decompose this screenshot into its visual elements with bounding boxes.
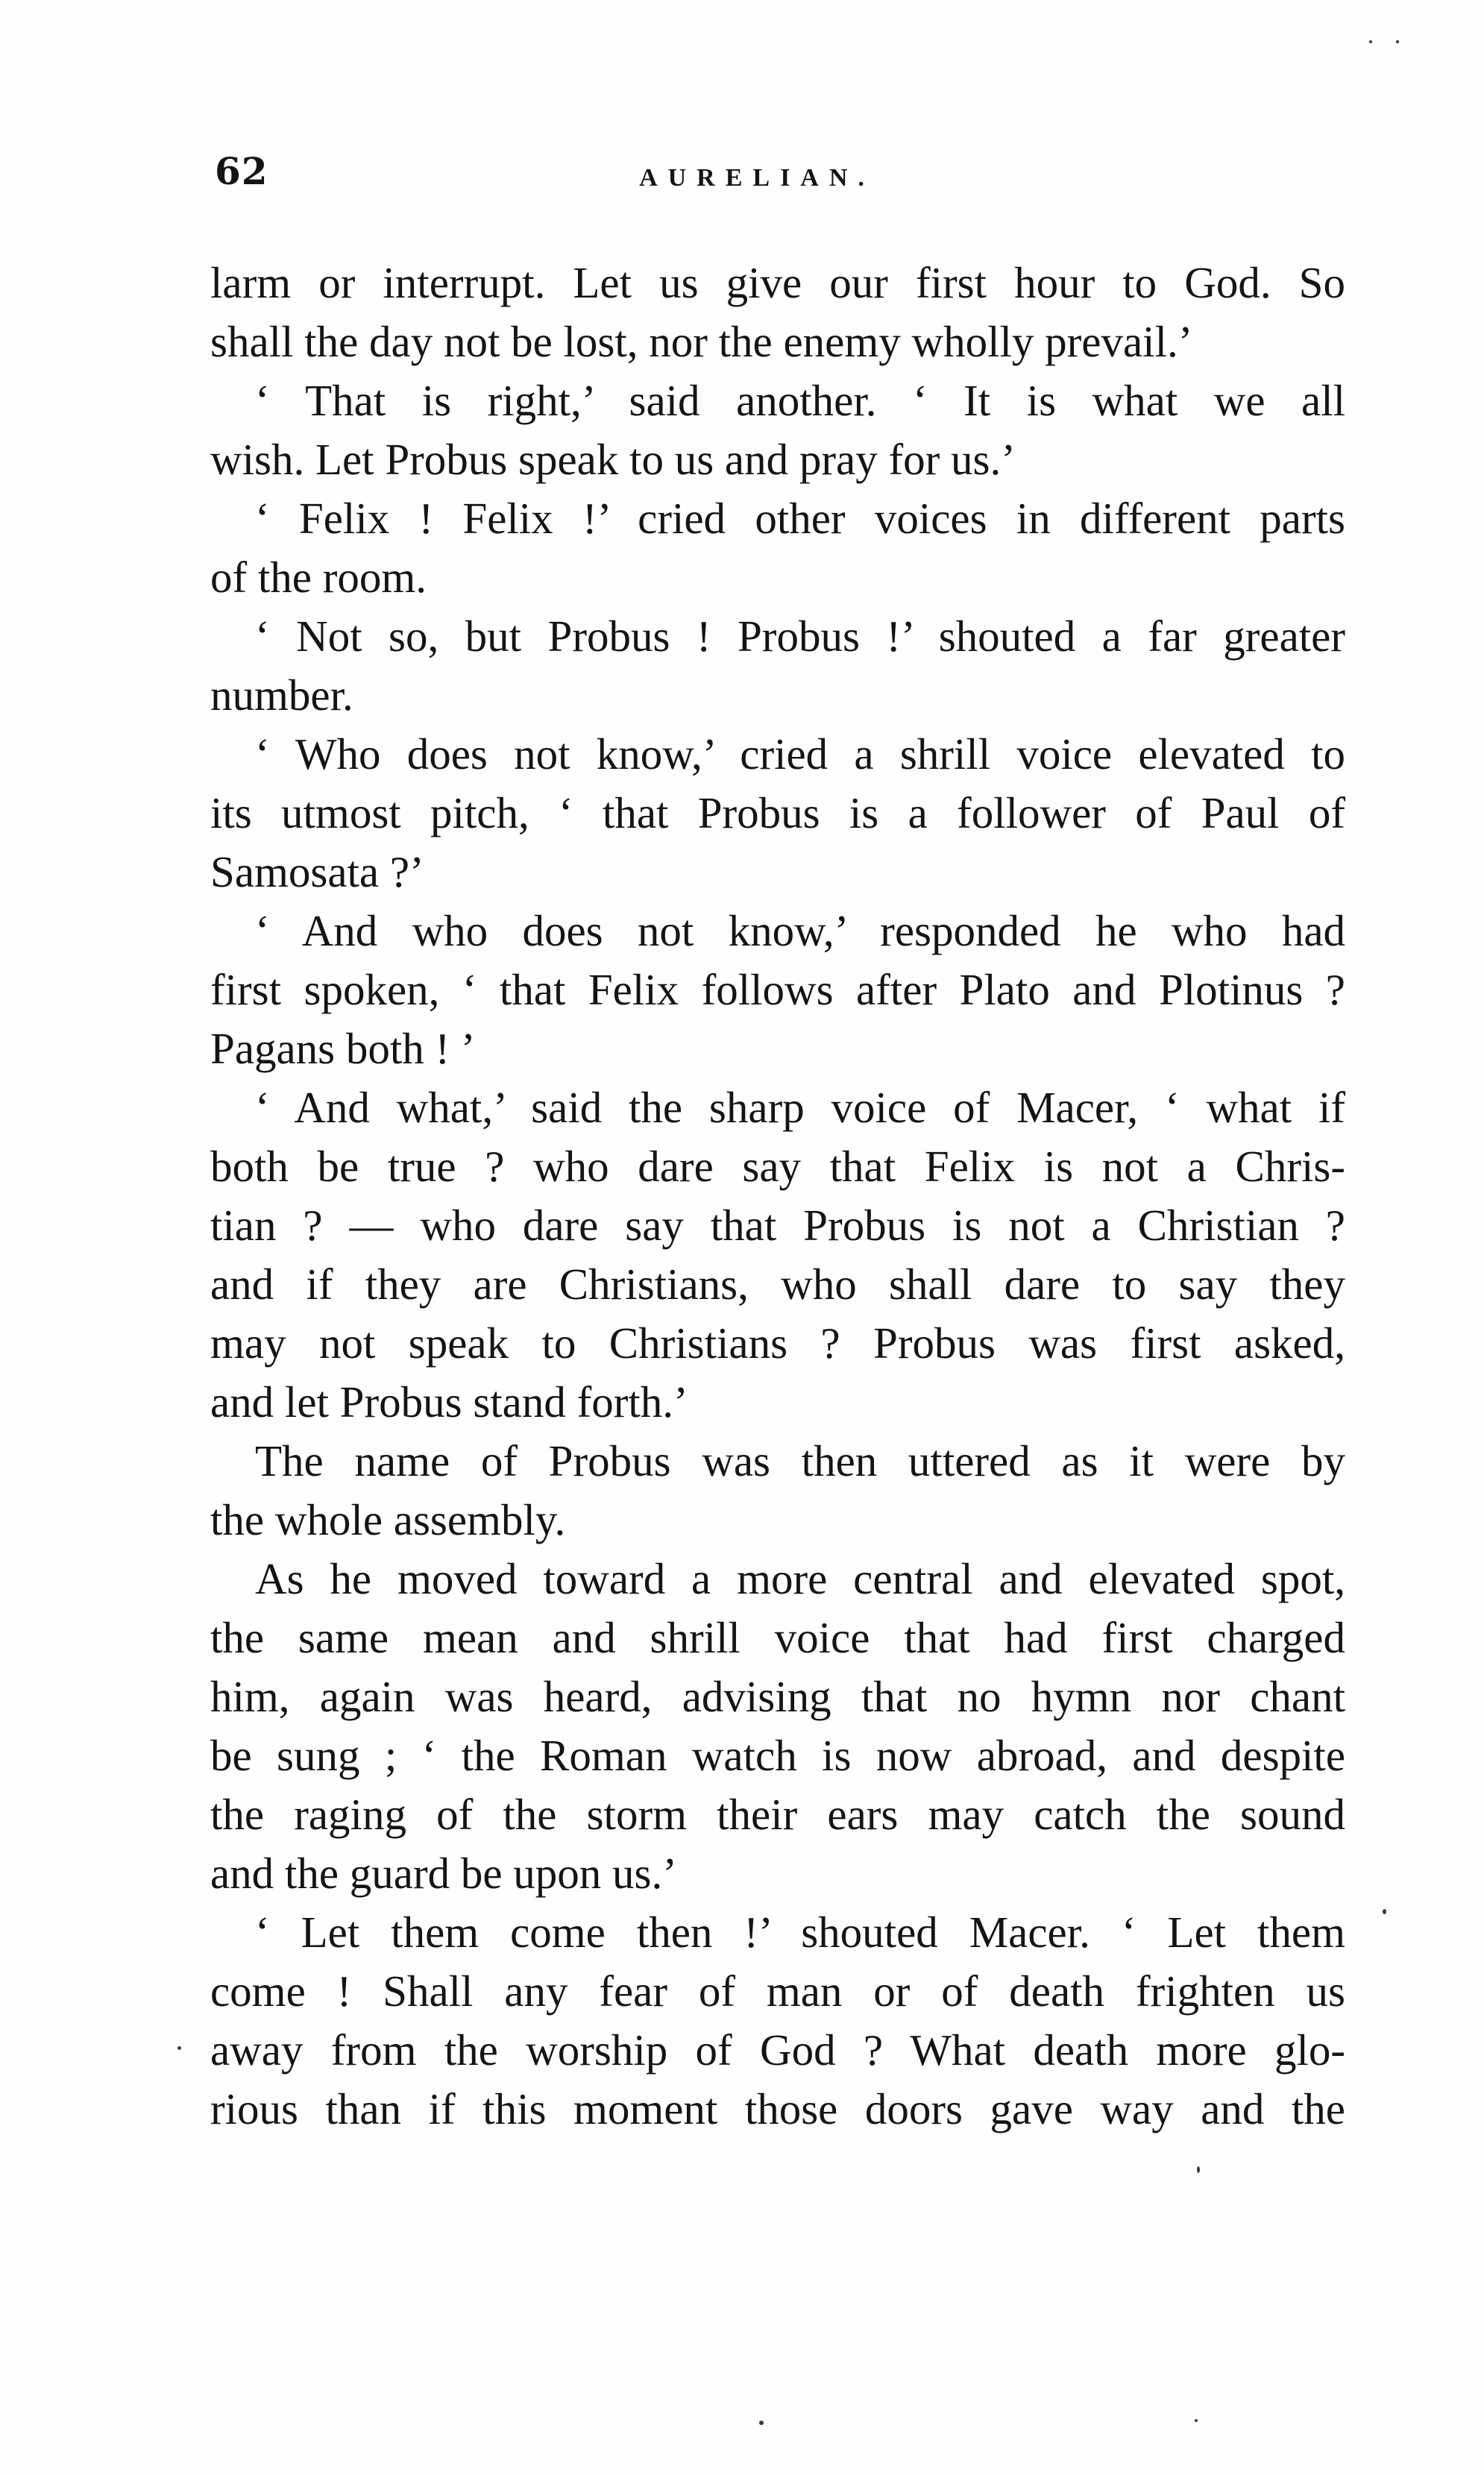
scan-speck	[1195, 2419, 1198, 2422]
text-line: him, again was heard, advising that no hymn nor chant	[210, 1672, 1345, 1721]
text-line: of the room.	[210, 553, 427, 602]
text-line: shall the day not be lost, nor the enemy wholly prevail.’	[210, 317, 1193, 366]
scan-speck	[1383, 1909, 1386, 1914]
text-line: the same mean and shrill voice that had first charged	[210, 1613, 1345, 1662]
text-line: As he moved toward a more central and elevated spot,	[255, 1554, 1345, 1603]
text-line: Samosata ?’	[210, 847, 424, 896]
text-line: tian ? — who dare say that Probus is not a Christian ?	[210, 1201, 1345, 1250]
text-line: come ! Shall any fear of man or of death frighten us	[210, 1966, 1345, 2016]
text-line: ‘ Who does not know,’ cried a shrill voice elevated to	[255, 729, 1345, 779]
scan-speck	[759, 2421, 764, 2425]
text-line: number.	[210, 670, 353, 720]
text-line: and the guard be upon us.’	[210, 1849, 677, 1898]
scan-speck	[1396, 40, 1399, 43]
text-line: ‘ Felix ! Felix !’ cried other voices in different parts	[255, 494, 1345, 543]
text-line: larm or interrupt. Let us give our first hour to God. So	[210, 258, 1345, 307]
text-line: the whole assembly.	[210, 1495, 566, 1544]
text-line: may not speak to Christians ? Probus was first asked,	[210, 1318, 1345, 1368]
text-line: its utmost pitch, ‘ that Probus is a follower of Paul of	[210, 788, 1345, 837]
text-line: Pagans both ! ’	[210, 1024, 476, 1073]
text-line: both be true ? who dare say that Felix is not a Chris-	[210, 1142, 1345, 1191]
text-line: first spoken, ‘ that Felix follows after Plato and Plotinus ?	[210, 965, 1345, 1014]
text-line: and if they are Christians, who shall dare to say they	[210, 1259, 1345, 1309]
running-title: AURELIAN.	[639, 164, 875, 192]
text-line: away from the worship of God ? What death more glo-	[210, 2025, 1345, 2075]
text-line: rious than if this moment those doors gave way and the	[210, 2084, 1345, 2133]
text-line: and let Probus stand forth.’	[210, 1377, 688, 1427]
text-line: ‘ That is right,’ said another. ‘ It is what we all	[255, 376, 1345, 425]
text-line: wish. Let Probus speak to us and pray for us.’	[210, 435, 1016, 484]
scan-speck	[1369, 40, 1372, 43]
text-line: ‘ Let them come then !’ shouted Macer. ‘ Let them	[255, 1908, 1345, 1957]
page-number: 62	[215, 149, 268, 193]
body-text	[210, 254, 1345, 2139]
text-line: the raging of the storm their ears may catch the sound	[210, 1790, 1345, 1839]
scan-speck	[1197, 2166, 1200, 2173]
text-line: The name of Probus was then uttered as it were by	[255, 1436, 1345, 1485]
scan-speck	[177, 2046, 181, 2050]
text-line: ‘ And who does not know,’ responded he who had	[255, 906, 1345, 955]
text-line: ‘ Not so, but Probus ! Probus !’ shouted a far greater	[255, 611, 1345, 661]
text-line: be sung ; ‘ the Roman watch is now abroad, and despite	[210, 1731, 1345, 1780]
text-line: ‘ And what,’ said the sharp voice of Macer, ‘ what if	[255, 1083, 1345, 1132]
